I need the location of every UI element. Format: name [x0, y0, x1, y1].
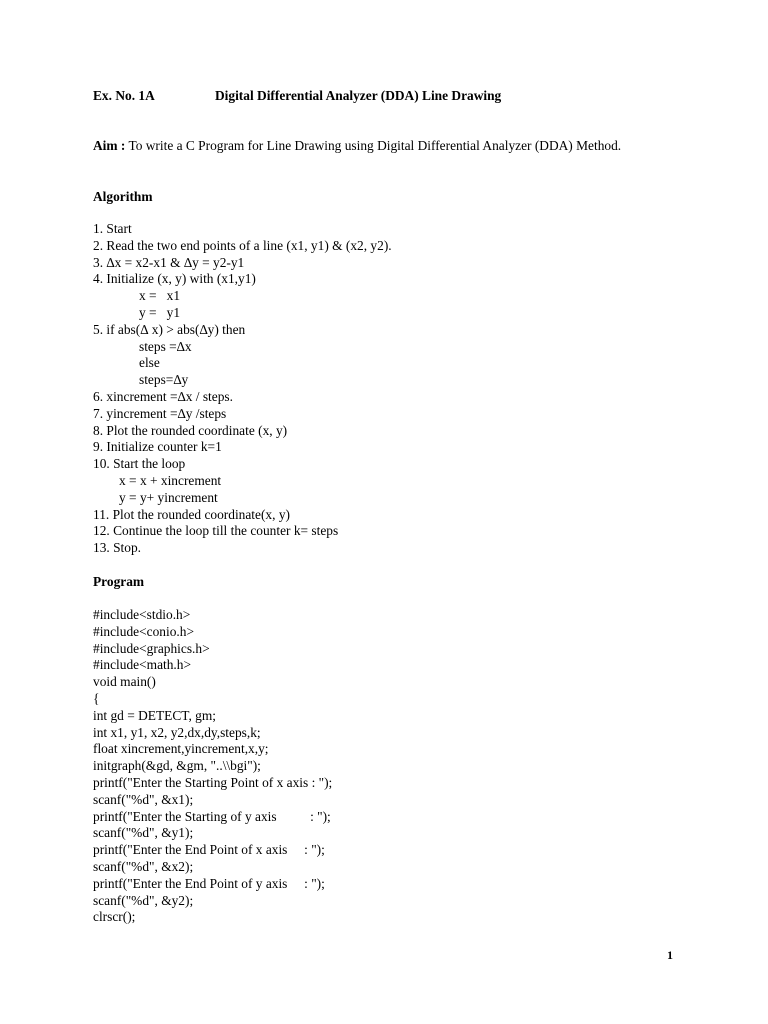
algorithm-step: steps=∆y — [139, 372, 189, 388]
algorithm-step: else — [139, 355, 160, 371]
code-line: float xincrement,yincrement,x,y; — [93, 741, 269, 757]
algorithm-step: 1. Start — [93, 221, 132, 236]
algorithm-step: x = x + xincrement — [119, 472, 222, 488]
algorithm-step: 10. Start the loop — [93, 456, 186, 472]
exercise-title: Digital Differential Analyzer (DDA) Line Drawing — [215, 88, 502, 103]
code-line: printf("Enter the End Point of y axis : "); — [93, 875, 325, 891]
code-line: initgraph(&gd, &gm, "..\\bgi"); — [93, 758, 261, 774]
program-code — [93, 607, 332, 926]
algorithm-step: y = y1 — [139, 304, 181, 320]
code-line: #include<conio.h> — [93, 623, 195, 639]
exercise-number: Ex. No. 1A — [93, 88, 155, 103]
algorithm-step: 2. Read the two end points of a line (x1, y1) & (x2, y2). — [93, 237, 392, 253]
code-line: #include<math.h> — [93, 657, 192, 673]
code-line: printf("Enter the Starting Point of x axis : "); — [93, 774, 333, 790]
algorithm-step: y = y+ yincrement — [119, 489, 218, 505]
code-line: #include<graphics.h> — [93, 640, 210, 656]
algorithm-title: Algorithm — [93, 189, 153, 204]
algorithm-step: steps =∆x — [139, 338, 192, 354]
code-line: { — [93, 690, 100, 706]
code-line: clrscr(); — [93, 909, 136, 925]
code-line: scanf("%d", &x2); — [93, 858, 194, 874]
page-number: 1 — [667, 948, 673, 962]
algorithm-step: 5. if abs(∆ x) > abs(∆y) then — [93, 321, 246, 337]
algorithm-step: 13. Stop. — [93, 540, 141, 556]
code-line: int gd = DETECT, gm; — [93, 707, 216, 723]
algorithm-step: 9. Initialize counter k=1 — [93, 439, 222, 455]
algorithm-step: 4. Initialize (x, y) with (x1,y1) — [93, 271, 256, 287]
aim-text: To write a C Program for Line Drawing using Digital Differential Analyzer (DDA) Method. — [128, 138, 622, 153]
code-line: #include<stdio.h> — [93, 607, 191, 622]
code-line: scanf("%d", &y2); — [93, 892, 194, 908]
algorithm-steps — [93, 221, 392, 557]
algorithm-step: 7. yincrement =∆y /steps — [93, 405, 227, 421]
code-line: void main() — [93, 674, 156, 690]
algorithm-step: 11. Plot the rounded coordinate(x, y) — [93, 506, 290, 522]
code-line: scanf("%d", &y1); — [93, 825, 194, 841]
code-line: int x1, y1, x2, y2,dx,dy,steps,k; — [93, 724, 261, 740]
algorithm-step: 6. xincrement =∆x / steps. — [93, 388, 233, 404]
algorithm-step: 8. Plot the rounded coordinate (x, y) — [93, 422, 288, 438]
code-line: scanf("%d", &x1); — [93, 791, 194, 807]
program-title: Program — [93, 574, 145, 589]
code-line: printf("Enter the End Point of x axis : "); — [93, 842, 325, 858]
algorithm-step: x = x1 — [139, 288, 181, 304]
algorithm-step: 3. ∆x = x2-x1 & ∆y = y2-y1 — [93, 254, 245, 270]
aim-label: Aim : — [93, 138, 126, 153]
code-line: printf("Enter the Starting of y axis : "); — [93, 808, 331, 824]
aim-paragraph — [93, 137, 673, 154]
algorithm-step: 12. Continue the loop till the counter k= steps — [93, 523, 339, 539]
exercise-heading — [93, 88, 501, 104]
